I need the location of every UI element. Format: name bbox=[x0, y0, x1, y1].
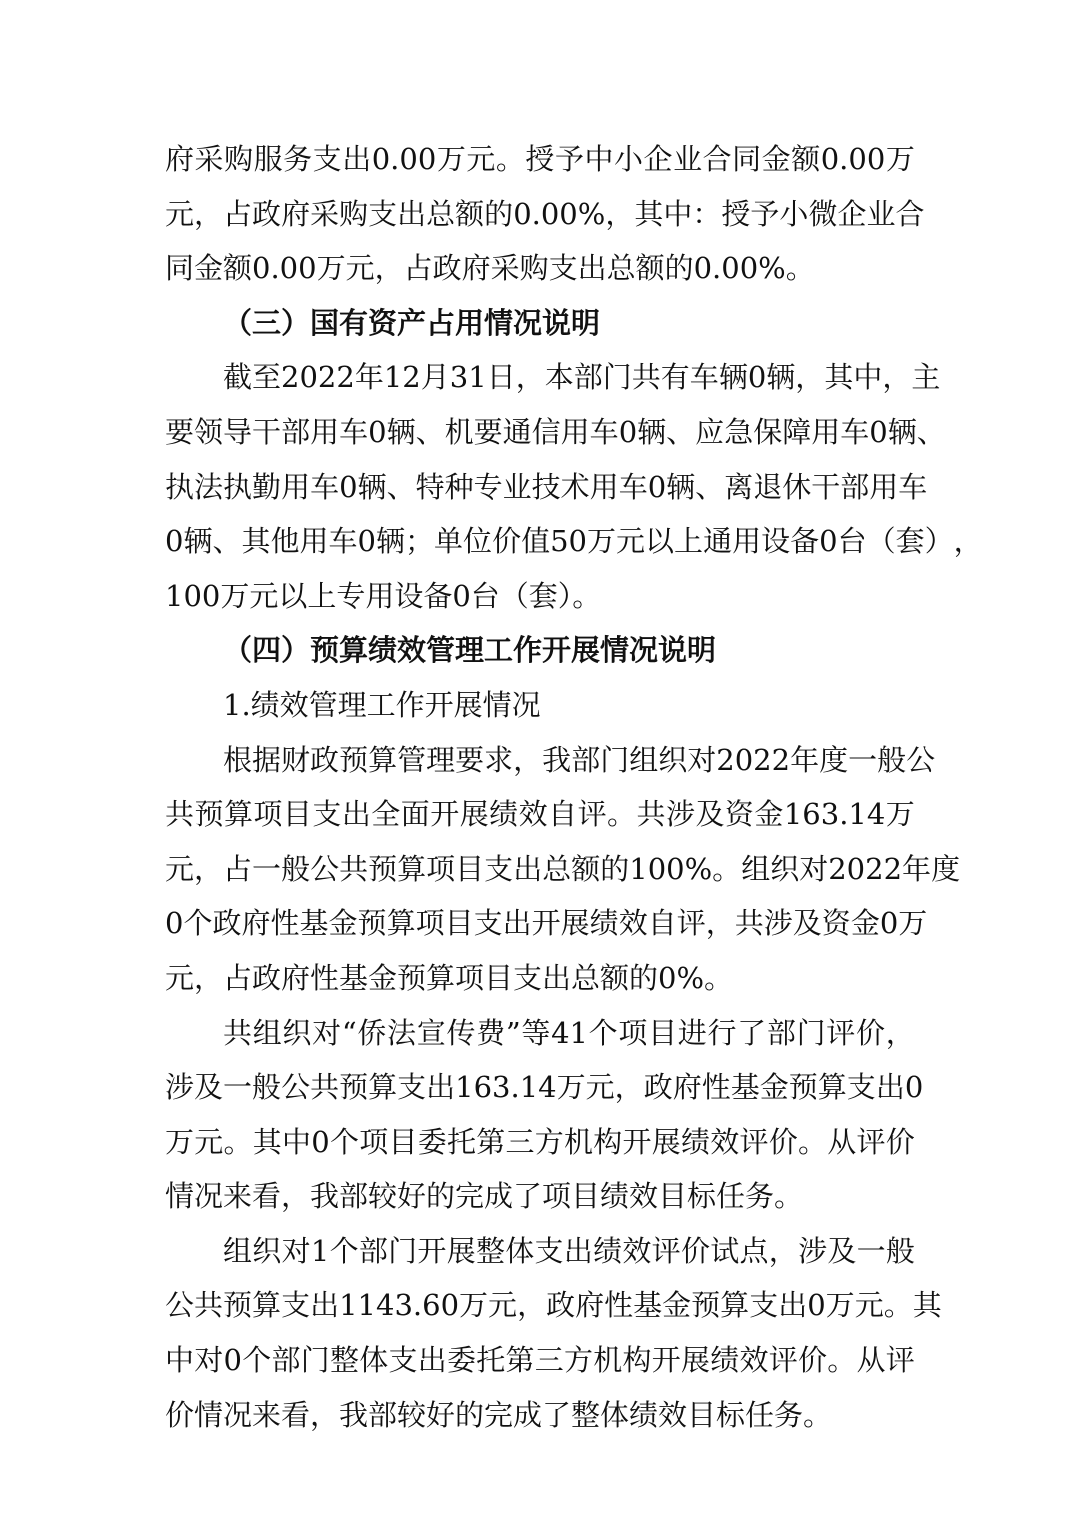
paragraph-line: 0 个 政 府 性 基 金 预 算 项 目 支 出 开 展 绩 效 自 评 ， 共 涉 及 资 金 0 万 bbox=[165, 906, 928, 941]
paragraph-line: 公 共 预 算 支 出 1143.60 万 元 ， 政 府 性 基 金 预 算 支 出 0 万 元 。 其 bbox=[165, 1288, 942, 1323]
paragraph-line: 元 ， 占 一 般 公 共 预 算 项 目 支 出 总 额 的 100% 。 组 织 对 2022 年 度 bbox=[165, 851, 961, 886]
paragraph-line: 要 领 导 干 部 用 车 0 辆 、 机 要 通 信 用 车 0 辆 、 应 急 保 障 用 车 0 辆 、 bbox=[165, 414, 946, 449]
paragraph-line: 中 对 0 个 部 门 整 体 支 出 委 托 第 三 方 机 构 开 展 绩 效 评 价 。 从 评 bbox=[165, 1343, 915, 1378]
section-heading-performance: （四）预算绩效管理工作开展情况说明 bbox=[223, 633, 717, 668]
paragraph-line: 组 织 对 1 个 部 门 开 展 整 体 支 出 绩 效 评 价 试 点 ， 涉 及 一 般 bbox=[223, 1233, 915, 1268]
paragraph-line: 元，占政府性基金预算项目支出总额的0%。 bbox=[165, 960, 734, 995]
paragraph-line: 府 采 购 服 务 支 出 0.00 万 元 。 授 予 中 小 企 业 合 同 金 额 0.00 万 bbox=[165, 142, 915, 176]
paragraph-line: 情况来看，我部较好的完成了项目绩效目标任务。 bbox=[165, 1179, 804, 1214]
paragraph-line: 价情况来看，我部较好的完成了整体绩效目标任务。 bbox=[165, 1397, 833, 1432]
paragraph-line: 0 辆 、 其 他 用 车 0 辆 ； 单 位 价 值 50 万 元 以 上 通 用 设 备 0 台 （ 套 ） ， bbox=[165, 524, 983, 559]
paragraph-line: 共 预 算 项 目 支 出 全 面 开 展 绩 效 自 评 。 共 涉 及 资 金 163.14 万 bbox=[165, 797, 915, 832]
subsection-heading: 1.绩效管理工作开展情况 bbox=[223, 687, 541, 722]
paragraph-line: 根 据 财 政 预 算 管 理 要 求 ， 我 部 门 组 织 对 2022 年 度 一 般 公 bbox=[223, 742, 936, 777]
paragraph-line: 100万元以上专用设备0台（套）。 bbox=[165, 578, 602, 613]
paragraph-line: 执 法 执 勤 用 车 0 辆 、 特 种 专 业 技 术 用 车 0 辆 、 离 退 休 干 部 用 车 bbox=[165, 469, 928, 504]
paragraph-line: 元 ， 占 政 府 采 购 支 出 总 额 的 0.00% ， 其 中 ： 授 予 小 微 企 业 合 bbox=[165, 196, 925, 231]
paragraph-line: 涉 及 一 般 公 共 预 算 支 出 163.14 万 元 ， 政 府 性 基 金 预 算 支 出 0 bbox=[165, 1070, 924, 1105]
paragraph-line: 共 组 织 对 “ 侨 法 宣 传 费 ” 等 41 个 项 目 进 行 了 部 门 评 价 ， bbox=[223, 1015, 915, 1050]
paragraph-line: 截 至 2022 年 12 月 31 日 ， 本 部 门 共 有 车 辆 0 辆 ， 其 中 ， 主 bbox=[223, 360, 941, 395]
document-page bbox=[165, 132, 983, 1442]
paragraph-line: 同金额0.00万元，占政府采购支出总额的0.00%。 bbox=[165, 251, 815, 286]
paragraph-line: 万 元 。 其 中 0 个 项 目 委 托 第 三 方 机 构 开 展 绩 效 评 价 。 从 评 价 bbox=[165, 1124, 915, 1159]
section-heading-assets: （三）国有资产占用情况说明 bbox=[223, 305, 601, 340]
